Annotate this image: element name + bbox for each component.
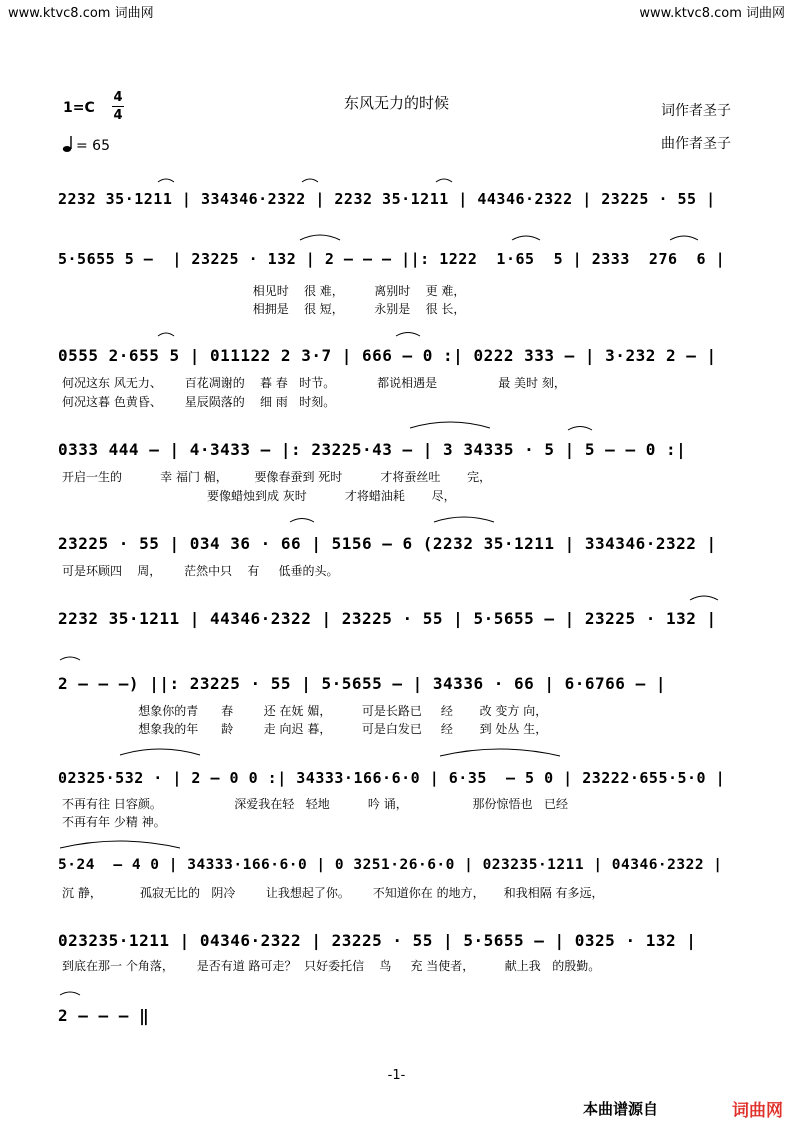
lyric-line: 不再有往 日容颜。 深爱我在轻 轻地 吟 诵， 那份惊悟也 已经 — [62, 797, 568, 811]
notes: 2 – – – ‖ — [58, 1006, 150, 1025]
lyric-line: 何况这暮 色黄昏、 星辰陨落的 细 雨 时刻。 — [62, 395, 336, 409]
site-url-right[interactable]: www.ktvc8.com 词曲网 — [639, 6, 785, 21]
lyric-line: 要像蜡烛到成 灰时 才将蜡油耗 尽， — [62, 489, 456, 503]
lyric-line: 相拥是 很 短， 永别是 很 长， — [62, 302, 466, 316]
lyric-line: 到底在那一 个角落， 是否有道 路可走？ 只好委托信 鸟 充 当使者， 献上我 的殷勤。 — [62, 959, 601, 973]
lyric-line: 何况这东 风无力、 百花凋谢的 暮 春 时节。 都说相遇是 最 美时 刻， — [62, 376, 566, 390]
time-signature-bottom: 4 — [113, 108, 123, 123]
lyric-line: 想象你的青 春 还 在妩 媚， 可是长路已 经 改 变方 向， — [62, 704, 548, 718]
notes: 5·5655 5 – | 23225 · 132 | 2 – – – ||: 1222 1·65 5 | 2333 276 6 | — [58, 250, 726, 268]
lyric-line: 相见时 很 难， 离别时 更 难， — [62, 284, 466, 298]
notes: 02325·532 · | 2 – 0 0 :| 34333·166·6·0 | 6·35 – 5 0 | 23222·655·5·0 | — [58, 769, 726, 787]
brand-logo[interactable]: 词曲网 — [732, 1101, 783, 1121]
lyric-line: 开启一生的 幸 福门 楣， 要像春蚕到 死时 才将蚕丝吐 完， — [62, 470, 492, 484]
key-signature: 1=C — [63, 100, 95, 116]
lyric-line: 可是环顾四 周， 茫然中只 有 低垂的头。 — [62, 564, 339, 578]
lyric-line: 不再有年 少精 神。 — [62, 815, 166, 829]
time-signature-top: 4 — [113, 90, 123, 105]
source-label: 本曲谱源自 — [583, 1100, 659, 1118]
notes: 2 – – –) ||: 23225 · 55 | 5·5655 – | 34336 · 66 | 6·6766 – | — [58, 674, 666, 693]
song-title: 东风无力的时候 — [343, 94, 449, 112]
notes: 0555 2·655 5 | 011122 2 3·7 | 666 – 0 :| 0222 333 – | 3·232 2 – | — [58, 346, 717, 365]
composer-credit: 曲作者圣子 — [661, 136, 731, 152]
site-url-left[interactable]: www.ktvc8.com 词曲网 — [8, 6, 154, 21]
notes: 0333 444 – | 4·3433 – |: 23225·43 – | 3 34335 · 5 | 5 – – 0 :| — [58, 440, 687, 459]
notes: 23225 · 55 | 034 36 · 66 | 5156 – 6 (2232 35·1211 | 334346·2322 | — [58, 534, 717, 553]
notes: 2232 35·1211 | 334346·2322 | 2232 35·1211 | 44346·2322 | 23225 · 55 | — [58, 190, 716, 208]
notes: 2232 35·1211 | 44346·2322 | 23225 · 55 | 5·5655 – | 23225 · 132 | — [58, 609, 717, 628]
lyricist-credit: 词作者圣子 — [661, 103, 731, 119]
notes: 023235·1211 | 04346·2322 | 23225 · 55 | 5·5655 – | 0325 · 132 | — [58, 931, 697, 950]
lyric-line: 想象我的年 龄 走 向迟 暮， 可是白发已 经 到 处丛 生， — [62, 722, 548, 736]
page-number: -1- — [387, 1068, 406, 1083]
tempo-value: = 65 — [76, 138, 110, 154]
lyric-line: 沉 静， 孤寂无比的 阴冷 让我想起了你。 不知道你在 的地方， 和我相隔 有多远， — [62, 886, 604, 900]
notes: 5·24 – 4 0 | 34333·166·6·0 | 0 3251·26·6·0 | 023235·1211 | 04346·2322 | — [58, 857, 723, 873]
